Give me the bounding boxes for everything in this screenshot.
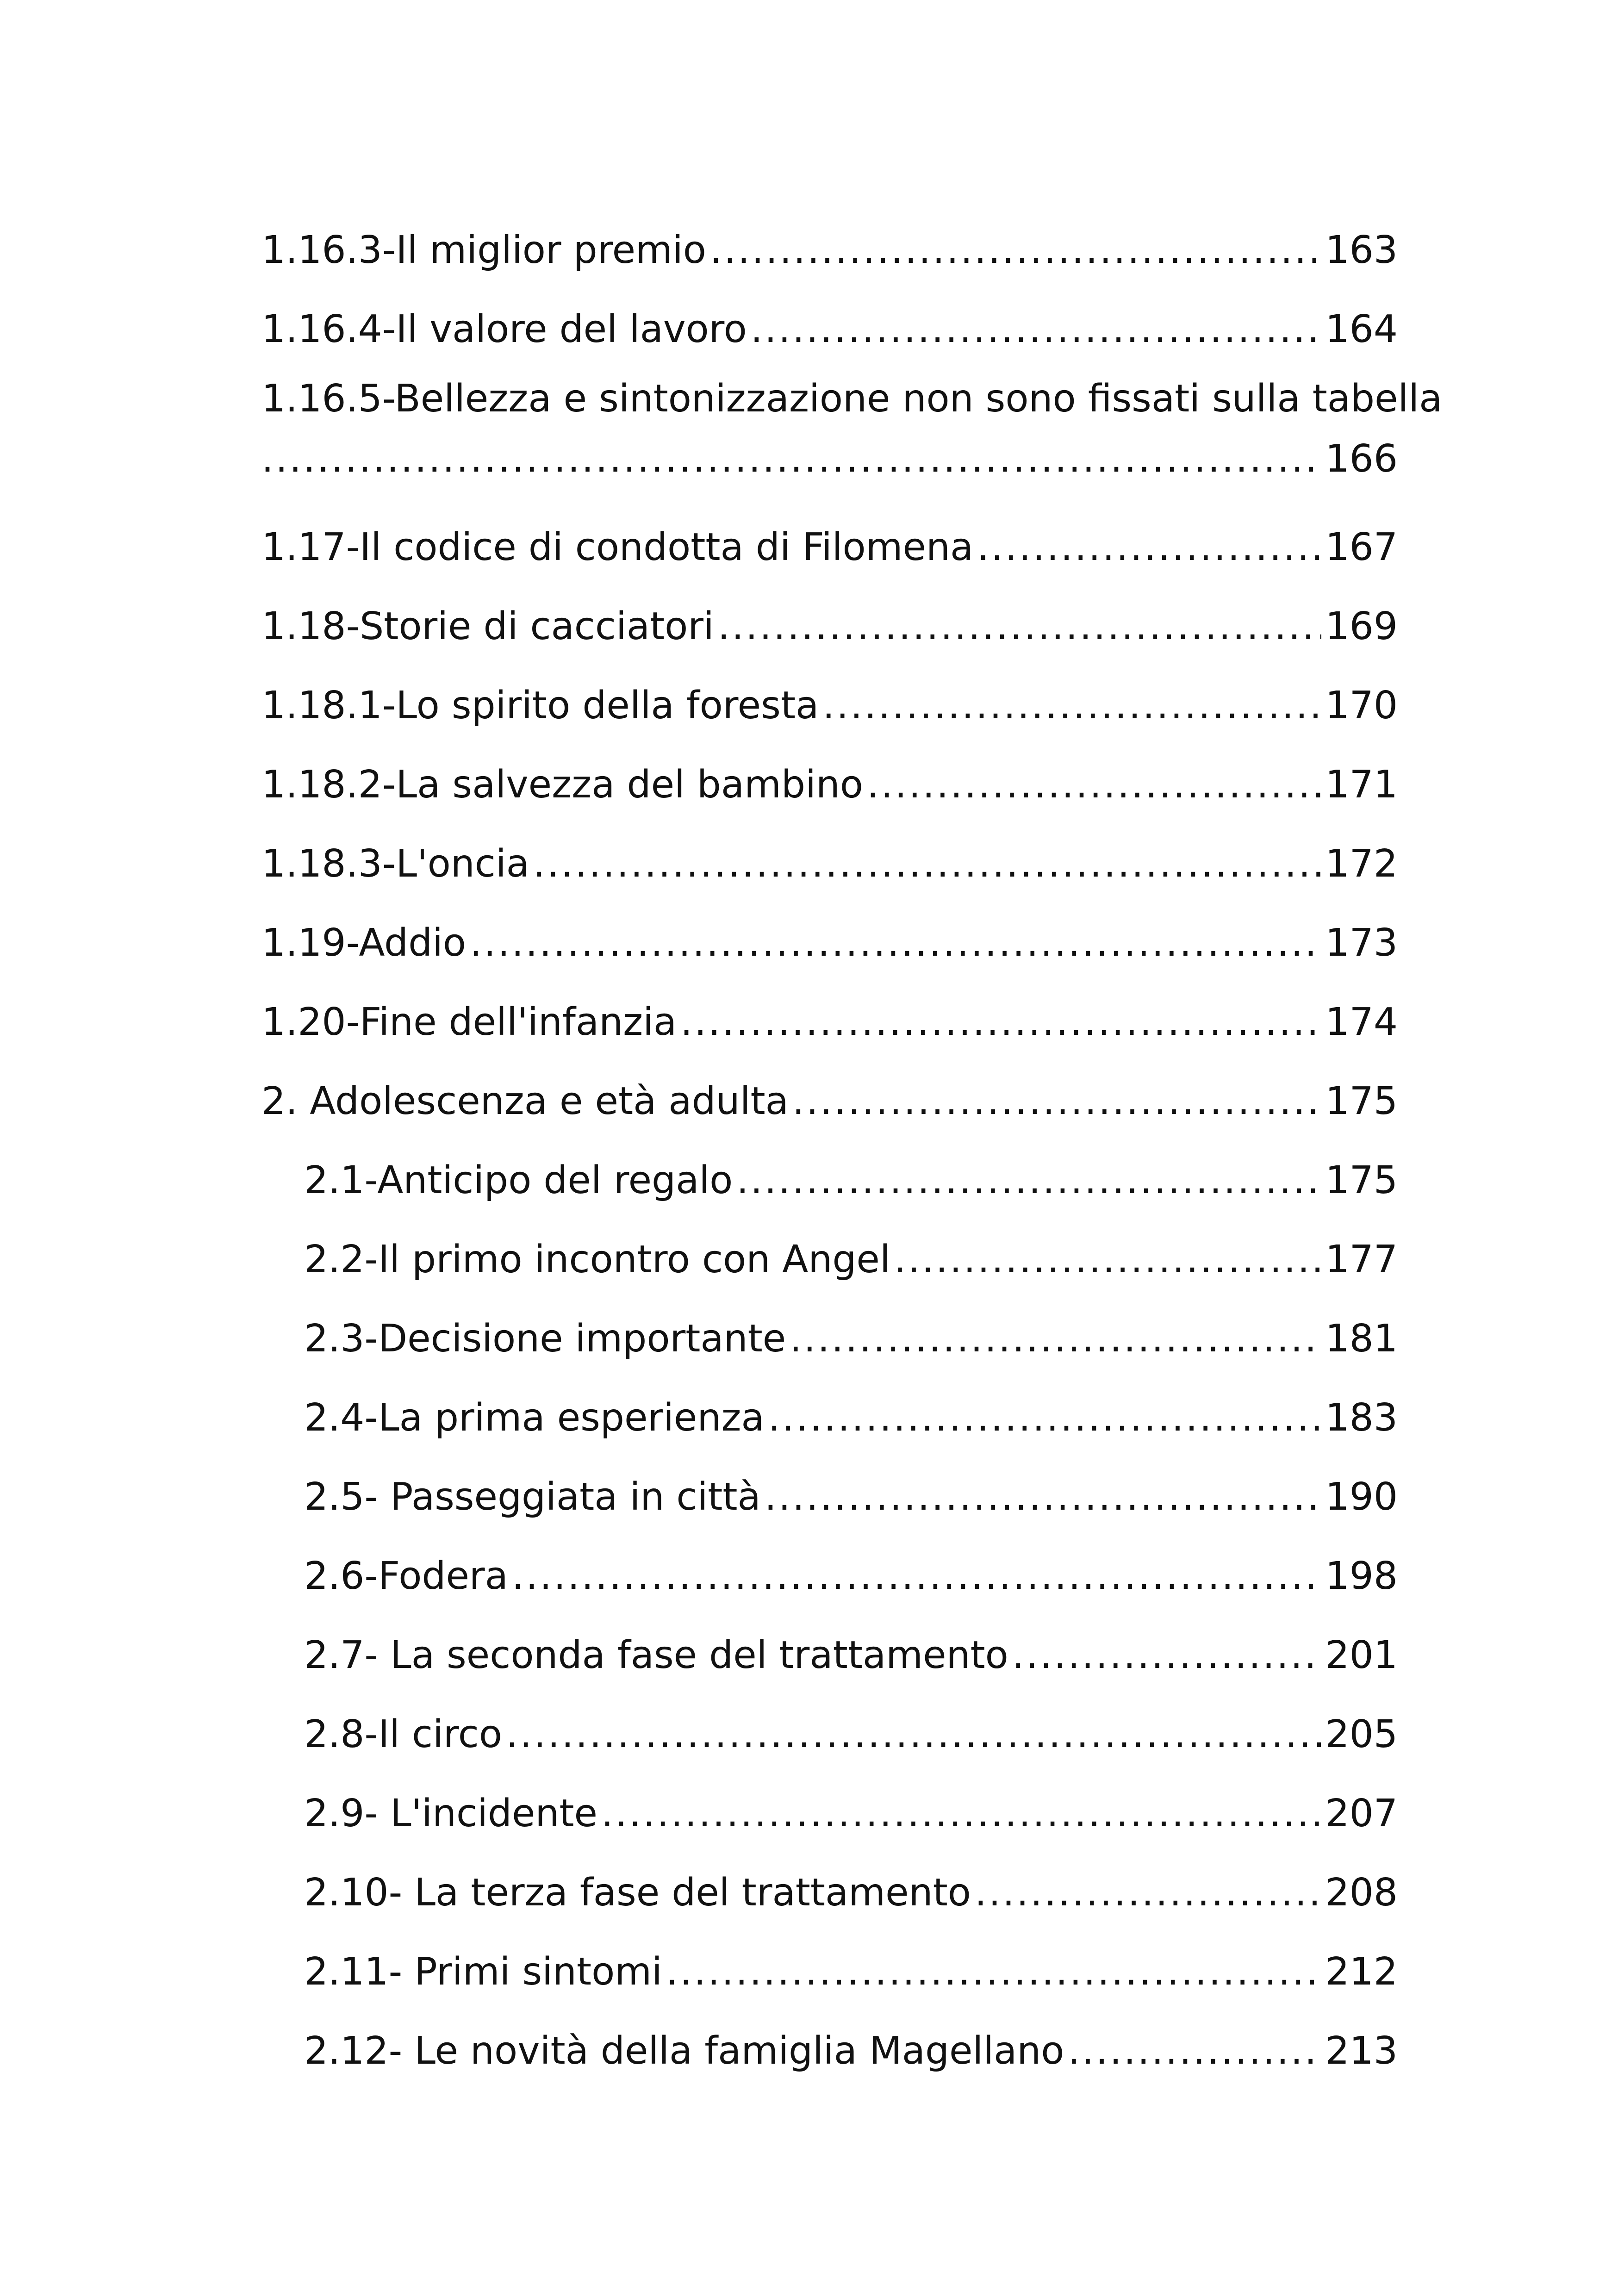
toc-entry-title: 1.16.4-Il valore del lavoro xyxy=(261,307,747,351)
toc-leader-dots xyxy=(867,745,1321,824)
toc-entry-title: 2.7- La seconda fase del trattamento xyxy=(304,1633,1008,1677)
toc-entry[interactable] xyxy=(261,1537,1398,1616)
toc-entry-title: 1.17-Il codice di condotta di Filomena xyxy=(261,525,974,569)
toc-entry[interactable] xyxy=(261,1932,1398,2011)
toc-entry-page: 190 xyxy=(1325,1475,1398,1519)
toc-leader-dots xyxy=(736,1141,1321,1220)
toc-entry-page: 174 xyxy=(1325,1000,1398,1044)
toc-entry[interactable] xyxy=(261,1457,1398,1537)
toc-entry-title: 2.11- Primi sintomi xyxy=(304,1950,662,1994)
toc-leader-dots xyxy=(894,1220,1322,1299)
toc-entry[interactable] xyxy=(261,1378,1398,1457)
toc-entry-title: 1.18.1-Lo spirito della foresta xyxy=(261,684,819,728)
toc-entry-page: 164 xyxy=(1325,307,1398,351)
toc-entry[interactable] xyxy=(261,1141,1398,1220)
toc-leader-dots xyxy=(533,824,1322,903)
toc-entry[interactable] xyxy=(261,211,1398,290)
toc-entry-title: 1.18.2-La salvezza del bambino xyxy=(261,763,864,807)
toc-entry-title: 2.12- Le novità della famiglia Magellano xyxy=(304,2029,1064,2073)
toc-entry-page: 205 xyxy=(1325,1712,1398,1756)
toc-entry-title: 1.18.3-L'oncia xyxy=(261,842,529,886)
toc-entry-title: 1.18-Storie di cacciatori xyxy=(261,604,714,648)
toc-entry-page: 207 xyxy=(1325,1792,1398,1836)
toc-entry-page: 170 xyxy=(1325,684,1398,728)
toc-entry-title: 2.2-Il primo incontro con Angel xyxy=(304,1238,890,1282)
toc-entry[interactable] xyxy=(261,666,1398,745)
toc-leader-dots xyxy=(1012,1616,1322,1695)
toc-entry[interactable] xyxy=(261,983,1398,1062)
toc-entry[interactable] xyxy=(261,369,1443,489)
toc-entry[interactable] xyxy=(261,1299,1398,1378)
toc-entry[interactable] xyxy=(261,1062,1398,1141)
toc-entry-title: 2.6-Fodera xyxy=(304,1554,508,1598)
toc-entry-title: 1.16.3-Il miglior premio xyxy=(261,228,706,272)
toc-entry-page: 163 xyxy=(1325,228,1398,272)
toc-leader-dots xyxy=(765,1457,1322,1537)
toc-leader-dots xyxy=(512,1537,1322,1616)
toc-entry-page: 175 xyxy=(1325,1079,1398,1123)
toc-leader-dots xyxy=(768,1378,1322,1457)
toc-leader-dots xyxy=(977,508,1321,587)
toc-leader-dots xyxy=(506,1695,1321,1774)
toc-leader-dots xyxy=(751,290,1322,369)
toc-entry-title: 2.5- Passeggiata in città xyxy=(304,1475,761,1519)
toc-entry-page: 171 xyxy=(1325,763,1398,807)
toc-entry[interactable] xyxy=(261,1853,1398,1932)
toc-leader-dots xyxy=(718,587,1322,666)
toc-entry-page: 175 xyxy=(1325,1158,1398,1202)
toc-leader-dots xyxy=(666,1932,1322,2011)
toc-leader-dots xyxy=(710,211,1322,290)
toc-entry-page: 183 xyxy=(1325,1396,1398,1440)
toc-entry-page: 177 xyxy=(1325,1238,1398,1282)
toc-entry-page: 213 xyxy=(1325,2029,1398,2073)
toc-entry-title: 2.9- L'incidente xyxy=(304,1792,597,1836)
toc-leader-dots xyxy=(792,1062,1322,1141)
toc-leader-dots xyxy=(1068,2011,1321,2091)
toc-entry[interactable] xyxy=(261,290,1398,369)
toc-leader-dots xyxy=(790,1299,1321,1378)
toc-entry-page: 167 xyxy=(1325,525,1398,569)
toc-leader-dots xyxy=(822,666,1321,745)
toc-entry-title: 2.10- La terza fase del trattamento xyxy=(304,1871,971,1915)
toc-entry[interactable] xyxy=(261,1695,1398,1774)
toc-entry-title: 2. Adolescenza e età adulta xyxy=(261,1079,789,1123)
toc-leader-dots xyxy=(601,1774,1322,1853)
toc-entry-title: 1.20-Fine dell'infanzia xyxy=(261,1000,677,1044)
toc-leader-dots xyxy=(261,429,1321,489)
toc-entry[interactable] xyxy=(261,1220,1398,1299)
toc-leader-dots xyxy=(470,903,1321,983)
toc-entry-title: 2.4-La prima esperienza xyxy=(304,1396,765,1440)
toc-entry-page: 172 xyxy=(1325,842,1398,886)
toc-leader-dots xyxy=(680,983,1321,1062)
toc-entry-title: 1.19-Addio xyxy=(261,921,467,965)
toc-entry[interactable] xyxy=(261,903,1398,983)
toc-entry[interactable] xyxy=(261,1616,1398,1695)
table-of-contents xyxy=(261,211,1443,2091)
toc-entry-page: 169 xyxy=(1325,604,1398,648)
toc-leader-dots xyxy=(975,1853,1322,1932)
toc-entry[interactable] xyxy=(261,824,1398,903)
toc-entry-page: 173 xyxy=(1325,921,1398,965)
toc-entry-page: 212 xyxy=(1325,1950,1398,1994)
toc-entry-title: 2.8-Il circo xyxy=(304,1712,503,1756)
toc-entry-page: 208 xyxy=(1325,1871,1398,1915)
toc-entry-title: 2.1-Anticipo del regalo xyxy=(304,1158,733,1202)
toc-entry[interactable] xyxy=(261,508,1398,587)
toc-entry[interactable] xyxy=(261,2011,1398,2091)
toc-entry[interactable] xyxy=(261,587,1398,666)
toc-entry[interactable] xyxy=(261,1774,1398,1853)
toc-entry-title: 2.3-Decisione importante xyxy=(304,1317,786,1361)
toc-entry[interactable] xyxy=(261,745,1398,824)
toc-entry-page: 181 xyxy=(1325,1317,1398,1361)
toc-entry-page: 166 xyxy=(1325,437,1398,481)
toc-entry-page: 201 xyxy=(1325,1633,1398,1677)
toc-entry-page: 198 xyxy=(1325,1554,1398,1598)
toc-entry-title: 1.16.5-Bellezza e sintonizzazione non sono fissati sulla tabella xyxy=(261,377,1443,421)
